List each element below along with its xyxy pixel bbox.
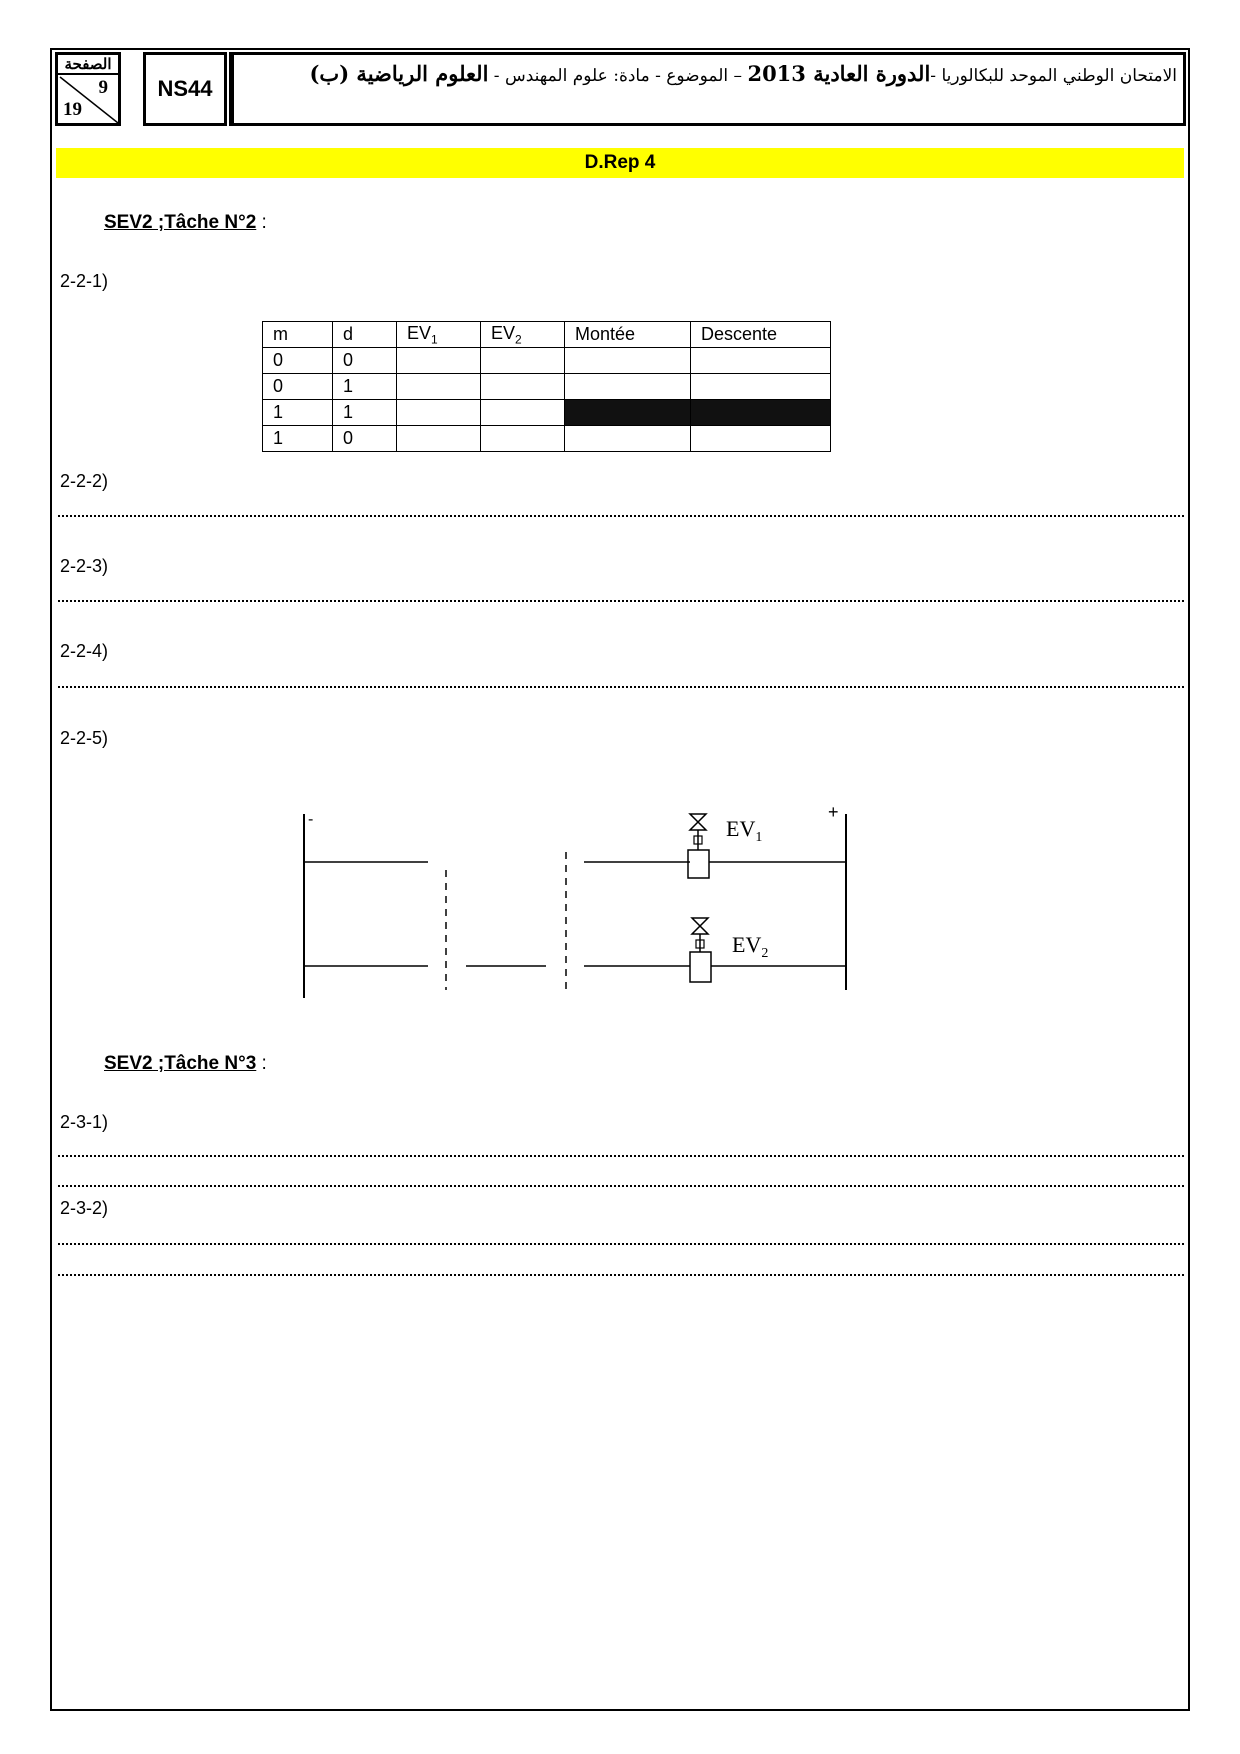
answer-cell[interactable] <box>565 426 691 452</box>
exam-code: NS44 <box>143 52 227 126</box>
page-number-box <box>55 52 121 126</box>
answer-line[interactable] <box>58 515 1184 517</box>
plus-sign: + <box>828 802 839 822</box>
title-year: 2013 <box>747 61 806 86</box>
section-title-text: SEV2 ;Tâche N°3 <box>104 1053 257 1074</box>
table-cell: 1 <box>333 400 397 426</box>
section-title-task3 <box>104 1053 267 1075</box>
page-total: 19 <box>63 99 82 120</box>
table-cell: 0 <box>333 426 397 452</box>
ladder-diagram <box>290 800 870 1005</box>
header-cell: m <box>263 322 333 348</box>
solenoid-valve-icon <box>688 814 709 878</box>
header-cell: Montée <box>565 322 691 348</box>
shaded-cell <box>565 400 691 426</box>
answer-line[interactable] <box>58 1274 1184 1276</box>
minus-sign: - <box>308 811 314 828</box>
answer-line[interactable] <box>58 1185 1184 1187</box>
table-cell: 1 <box>263 426 333 452</box>
table-cell: 1 <box>263 400 333 426</box>
answer-cell[interactable] <box>397 374 481 400</box>
table-cell: 0 <box>263 374 333 400</box>
answer-cell[interactable] <box>481 400 565 426</box>
question-label: 2-3-1) <box>60 1112 109 1132</box>
answer-cell[interactable] <box>397 426 481 452</box>
answer-cell[interactable] <box>397 348 481 374</box>
section-title-text: SEV2 ;Tâche N°2 <box>104 212 257 233</box>
page-current: 9 <box>98 77 108 98</box>
table-row <box>263 348 831 374</box>
table-cell: 0 <box>263 348 333 374</box>
document-banner: D.Rep 4 <box>56 148 1184 178</box>
answer-cell[interactable] <box>565 348 691 374</box>
page-label: الصفحة <box>58 55 118 75</box>
exam-header <box>55 52 1186 126</box>
title-part2: – الموضوع - مادة: علوم المهندس - <box>488 66 748 86</box>
table-header-row <box>263 322 831 348</box>
answer-line[interactable] <box>58 686 1184 688</box>
header-cell: $EV_1$ <box>397 322 481 348</box>
answer-cell[interactable] <box>691 426 831 452</box>
ev2-label: $EV_2$ <box>732 932 769 961</box>
section-title-colon: : <box>256 212 267 233</box>
header-cell: Descente <box>691 322 831 348</box>
answer-cell[interactable] <box>691 374 831 400</box>
question-label: 2-2-4) <box>60 641 109 661</box>
question-label: 2-3-2) <box>60 1198 109 1218</box>
header-cell: $EV_2$ <box>481 322 565 348</box>
title-session: الدورة العادية <box>805 61 931 86</box>
truth-table <box>262 321 831 452</box>
section-title-task2 <box>104 212 267 234</box>
answer-cell[interactable] <box>481 348 565 374</box>
table-cell: 0 <box>333 348 397 374</box>
answer-cell[interactable] <box>565 374 691 400</box>
answer-cell[interactable] <box>481 426 565 452</box>
title-subject: العلوم الرياضية (ب) <box>309 61 489 86</box>
table-cell: 1 <box>333 374 397 400</box>
table-row <box>263 400 831 426</box>
answer-cell[interactable] <box>397 400 481 426</box>
solenoid-valve-icon <box>690 918 711 982</box>
shaded-cell <box>691 400 831 426</box>
question-label: 2-2-3) <box>60 556 109 576</box>
question-label: 2-2-5) <box>60 728 109 748</box>
title-part1: الامتحان الوطني الموحد للبكالوريا - <box>930 66 1177 86</box>
section-title-colon: : <box>256 1053 267 1074</box>
answer-line[interactable] <box>58 1155 1184 1157</box>
answer-cell[interactable] <box>691 348 831 374</box>
answer-line[interactable] <box>58 600 1184 602</box>
table-row <box>263 426 831 452</box>
question-label: 2-2-1) <box>60 271 109 291</box>
exam-title <box>309 61 1177 86</box>
header-cell: d <box>333 322 397 348</box>
table-row <box>263 374 831 400</box>
ev1-label: $EV_1$ <box>726 816 763 845</box>
title-box <box>229 52 1186 126</box>
answer-line[interactable] <box>58 1243 1184 1245</box>
answer-cell[interactable] <box>481 374 565 400</box>
question-label: 2-2-2) <box>60 471 109 491</box>
